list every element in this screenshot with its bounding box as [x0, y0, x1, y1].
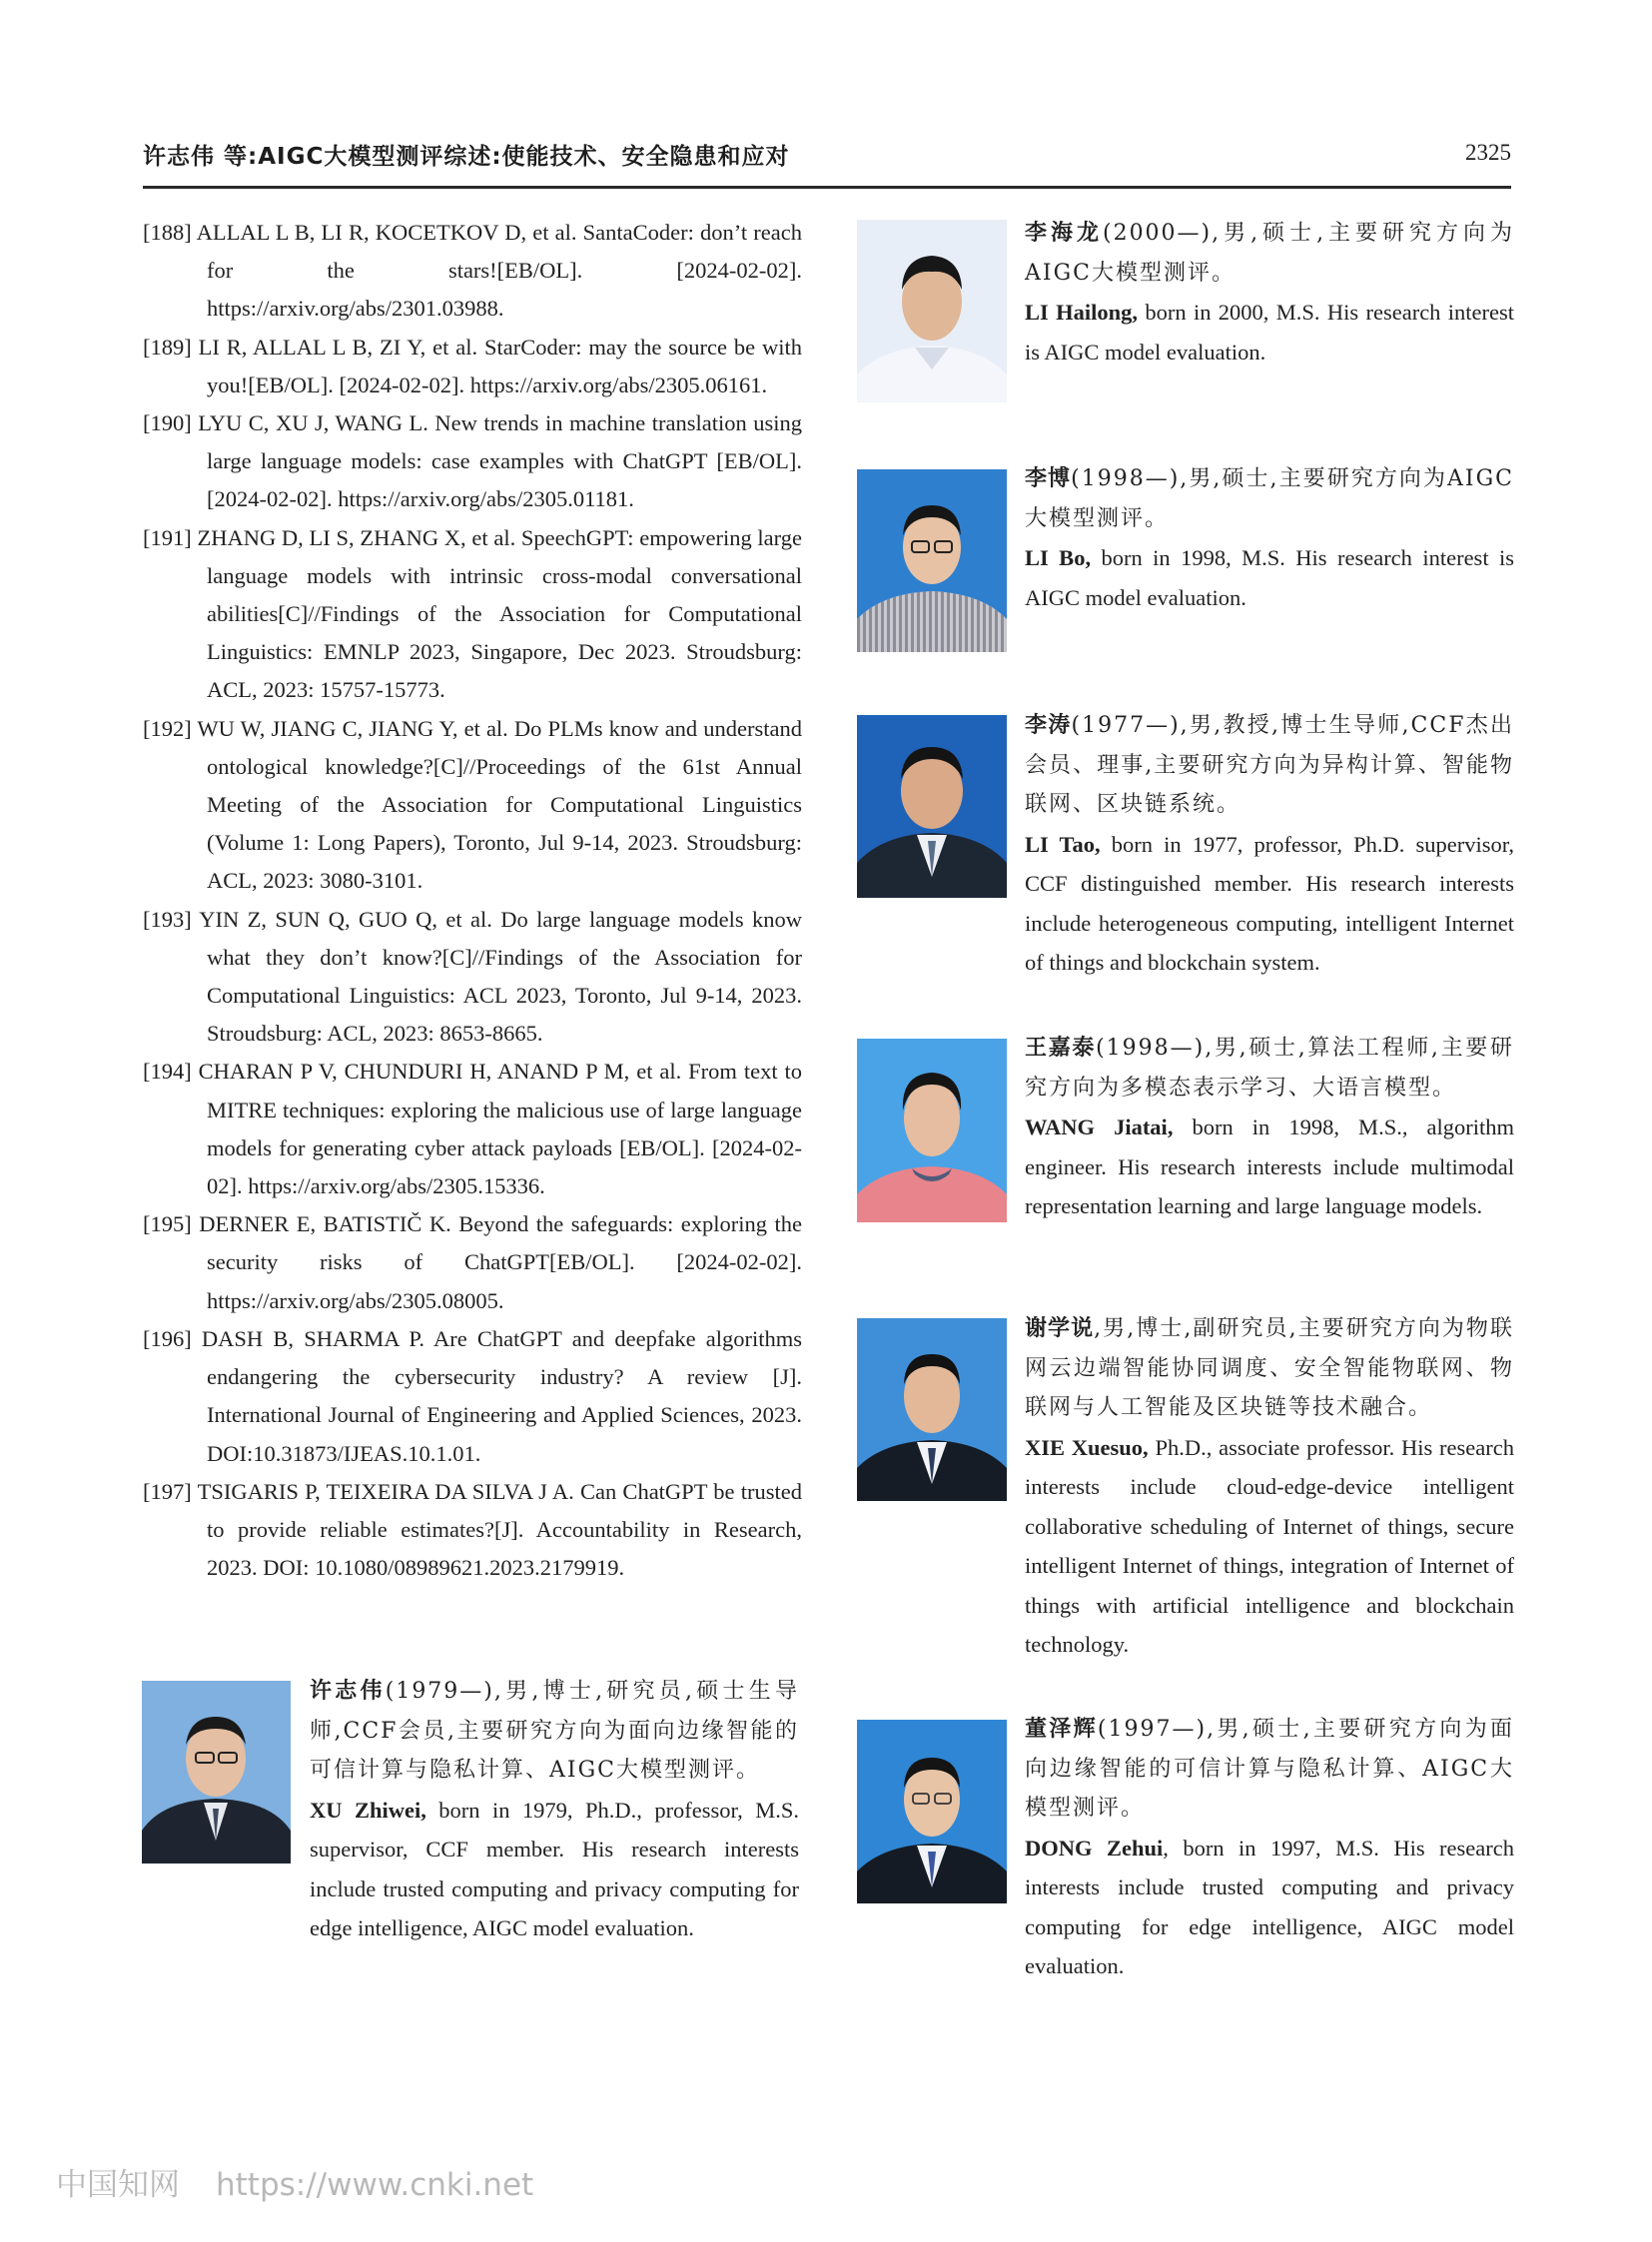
reference-item: [196] DASH B, SHARMA P. Are ChatGPT and deepfake algorithms endangering the cybersecurity industry? A review [J]. International Journal of Engineering and Applied Sciences, 2023. DOI:10.31873/IJEAS.10.1.01.: [143, 1325, 802, 1466]
bio-zh-name: 李海龙: [1025, 221, 1103, 246]
bio-zh: 王嘉泰(1998—),男,硕士,算法工程师,主要研究方向为多模态表示学习、大语言模型。: [1025, 1036, 1514, 1101]
bio-text-li-bo: [1025, 459, 1514, 617]
bio-text-wang-jiatai: [1025, 1029, 1514, 1226]
portrait-icon: [857, 1039, 1007, 1222]
header-rule: [143, 186, 1511, 189]
bio-text-li-hailong: [1025, 214, 1514, 372]
bio-en: LI Bo, born in 1998, M.S. His research interest is AIGC model evaluation.: [1025, 545, 1514, 610]
author-photo-li-tao: [857, 715, 1007, 898]
bio-text-xu-zhiwei: [310, 1672, 799, 1948]
reference-item: [197] TSIGARIS P, TEIXEIRA DA SILVA J A. Can ChatGPT be trusted to provide reliable estimates?[J]. Accountability in Research, 2023. DOI: 10.1080/08989621.2023.2179919.: [143, 1478, 802, 1581]
reference-item: [194] CHARAN P V, CHUNDURI H, ANAND P M, et al. From text to MITRE techniques: exploring the malicious use of large language models for generating cyber attack payloads [EB/OL]. [2024-02-02]. https://arxiv.org/abs/2305.15336.: [143, 1059, 802, 1199]
author-photo-xie-xuesuo: [857, 1318, 1007, 1501]
bio-text-xie-xuesuo: [1025, 1309, 1514, 1665]
bio-zh-name: 董泽辉: [1025, 1717, 1098, 1742]
reference-item: [195] DERNER E, BATISTIČ K. Beyond the safeguards: exploring the security risks of ChatGPT[EB/OL]. [2024-02-02]. https://arxiv.org/abs/2305.08005.: [143, 1211, 802, 1313]
portrait-icon: [857, 220, 1007, 402]
bio-en: XU Zhiwei, born in 1979, Ph.D., professor, M.S. supervisor, CCF member. His research interests include trusted computing and privacy computing for edge intelligence, AIGC model evaluation.: [310, 1797, 799, 1940]
bio-en: DONG Zehui, born in 1997, M.S. His research interests include trusted computing and privacy computing for edge intelligence, AIGC model evaluation.: [1025, 1835, 1514, 1978]
portrait-icon: [142, 1681, 291, 1864]
bio-en: XIE Xuesuo, Ph.D., associate professor. His research interests include cloud-edge-device intelligent collaborative scheduling of Internet of things, secure intelligent Internet of things, integration of Internet of things with artificial intelligence and blockchain technology.: [1025, 1434, 1514, 1657]
bio-zh-name: 王嘉泰: [1025, 1036, 1097, 1061]
bio-en-name: DONG Zehui: [1025, 1835, 1164, 1861]
reference-item: [191] ZHANG D, LI S, ZHANG X, et al. SpeechGPT: empowering large language models with intrinsic cross-modal conversational abilities[C]//Findings of the Association for Computational Linguistics: EMNLP 2023, Singapore, Dec 2023. Stroudsburg: ACL, 2023: 15757-15773.: [143, 524, 802, 703]
author-photo-dong-zehui: [857, 1720, 1007, 1903]
bio-en-name: LI Tao,: [1025, 831, 1101, 857]
author-photo-wang-jiatai: [857, 1039, 1007, 1222]
bio-en: WANG Jiatai, born in 1998, M.S., algorithm engineer. His research interests include multimodal representation learning and large language models.: [1025, 1115, 1514, 1218]
author-photo-li-bo: [857, 469, 1007, 652]
bio-en-name: WANG Jiatai,: [1025, 1115, 1174, 1139]
bio-zh: 谢学说,男,博士,副研究员,主要研究方向为物联网云边端智能协同调度、安全智能物联网、物联网与人工智能及区块链等技术融合。: [1025, 1316, 1514, 1420]
cnki-watermark: [56, 2159, 569, 2204]
bio-zh: 李博(1998—),男,硕士,主要研究方向为AIGC大模型测评。: [1025, 466, 1514, 531]
portrait-icon: [857, 715, 1007, 898]
reference-list: [143, 214, 802, 1587]
reference-item: [193] YIN Z, SUN Q, GUO Q, et al. Do large language models know what they don’t know?[C]//Findings of the Association for Computational Linguistics: ACL 2023, Toronto, Jul 9-14, 2023. Stroudsburg: ACL, 2023: 8653-8665.: [143, 906, 802, 1047]
bio-zh: 董泽辉(1997—),男,硕士,主要研究方向为面向边缘智能的可信计算与隐私计算、AIGC大模型测评。: [1025, 1717, 1514, 1821]
portrait-icon: [857, 469, 1007, 652]
running-header-title: 许志伟 等:AIGC大模型测评综述:使能技术、安全隐患和应对: [143, 144, 790, 170]
cnki-url[interactable]: https://www.cnki.net: [216, 2167, 534, 2203]
bio-en-name: LI Bo,: [1025, 545, 1092, 570]
reference-item: [188] ALLAL L B, LI R, KOCETKOV D, et al. SantaCoder: don’t reach for the stars![EB/OL]. [2024-02-02]. https://arxiv.org/abs/2301.03988.: [143, 220, 802, 322]
portrait-icon: [857, 1720, 1007, 1903]
bio-zh-name: 谢学说: [1025, 1316, 1095, 1341]
bio-text-dong-zehui: [1025, 1710, 1514, 1986]
bio-en-name: XU Zhiwei,: [310, 1797, 426, 1823]
bio-zh: 许志伟(1979—),男,博士,研究员,硕士生导师,CCF会员,主要研究方向为面向边缘智能的可信计算与隐私计算、AIGC大模型测评。: [310, 1679, 799, 1783]
reference-item: [192] WU W, JIANG C, JIANG Y, et al. Do PLMs know and understand ontological knowledge?[C]//Proceedings of the 61st Annual Meeting of the Association for Computational Linguistics (Volume 1: Long Papers), Toronto, Jul 9-14, 2023. Stroudsburg: ACL, 2023: 3080-3101.: [143, 715, 802, 894]
bio-en: LI Tao, born in 1977, professor, Ph.D. supervisor, CCF distinguished member. His research interests include heterogeneous computing, intelligent Internet of things and blockchain system.: [1025, 831, 1514, 975]
reference-item: [189] LI R, ALLAL L B, ZI Y, et al. StarCoder: may the source be with you![EB/OL]. [2024-02-02]. https://arxiv.org/abs/2305.06161.: [143, 334, 802, 397]
cnki-brand: 中国知网: [56, 2167, 180, 2203]
bio-zh-name: 李涛: [1025, 713, 1072, 738]
bio-en-name: XIE Xuesuo,: [1025, 1434, 1149, 1460]
bio-zh: 李海龙(2000—),男,硕士,主要研究方向为AIGC大模型测评。: [1025, 221, 1514, 286]
bio-zh-name: 许志伟: [310, 1679, 386, 1704]
reference-item: [190] LYU C, XU J, WANG L. New trends in machine translation using large language models: case examples with ChatGPT [EB/OL]. [2024-02-02]. https://arxiv.org/abs/2305.01181.: [143, 410, 802, 512]
author-photo-li-hailong: [857, 220, 1007, 402]
page-number: 2325: [1465, 140, 1511, 165]
bio-zh: 李涛(1977—),男,教授,博士生导师,CCF杰出会员、理事,主要研究方向为异构计算、智能物联网、区块链系统。: [1025, 713, 1514, 817]
bio-en-name: LI Hailong,: [1025, 300, 1139, 325]
bio-zh-name: 李博: [1025, 466, 1072, 491]
bio-text-li-tao: [1025, 706, 1514, 983]
bio-en: LI Hailong, born in 2000, M.S. His research interest is AIGC model evaluation.: [1025, 300, 1515, 365]
author-photo-xu-zhiwei: [142, 1681, 291, 1864]
portrait-icon: [857, 1318, 1007, 1501]
running-header: [143, 132, 1511, 174]
